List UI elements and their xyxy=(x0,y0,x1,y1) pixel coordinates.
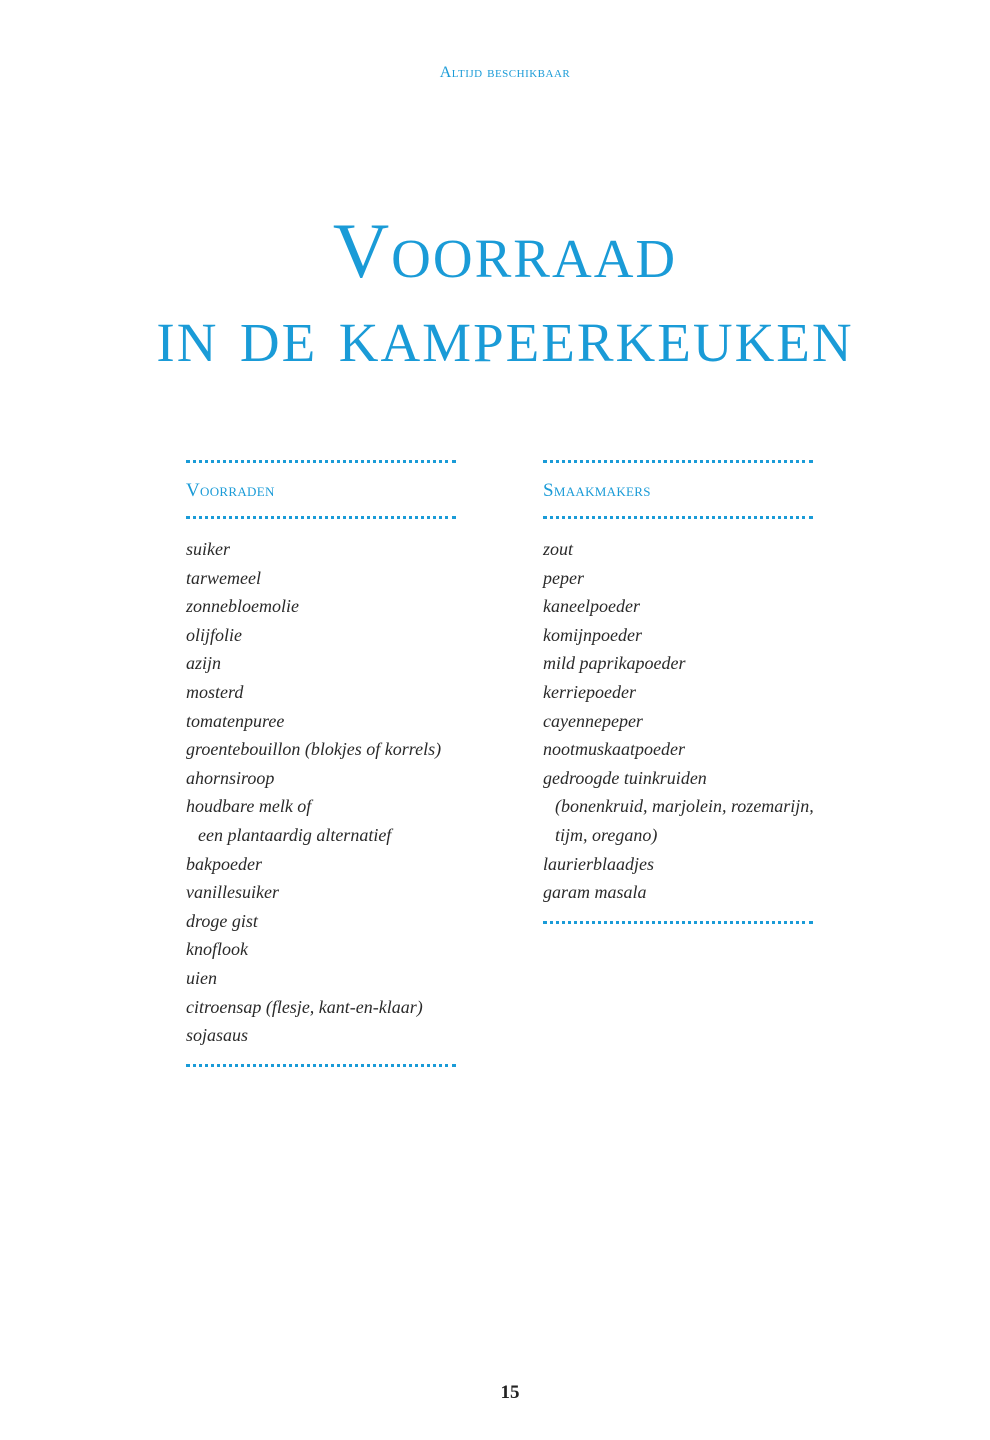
list-item: suiker xyxy=(186,539,230,559)
list-item-continuation: een plantaardig alternatief xyxy=(198,824,392,845)
page-title-line-2: in de kampeerkeuken xyxy=(156,291,854,378)
list-item: peper xyxy=(543,567,584,588)
list-item: laurierblaadjes xyxy=(543,853,654,874)
list-item: knoflook xyxy=(186,939,248,960)
list-item: citroensap (flesje, kant-en-klaar) xyxy=(186,996,423,1017)
list-item: droge gist xyxy=(186,910,258,931)
list-item: groentebouillon (blokjes of korrels) xyxy=(186,739,442,760)
dotted-rule-top xyxy=(186,460,456,463)
list-item: tomatenpuree xyxy=(186,710,285,731)
list-item: nootmuskaatpoeder xyxy=(543,739,685,760)
item-list xyxy=(186,535,456,1050)
list-item: azijn xyxy=(186,653,222,674)
dotted-rule-bottom xyxy=(543,921,813,924)
list-item: vanillesuiker xyxy=(186,882,279,903)
list-item-continuation: (bonenkruid, marjolein, rozemarijn, xyxy=(555,796,814,817)
list-item: houdbare melk of xyxy=(186,796,312,817)
voorraden-column xyxy=(186,460,456,1067)
smaakmakers-column xyxy=(543,460,813,924)
list-item: sojasaus xyxy=(186,1025,249,1046)
list-item: ahornsiroop xyxy=(186,767,275,788)
list-item: mild paprikapoeder xyxy=(543,653,686,674)
dotted-rule-under-heading xyxy=(186,516,456,519)
list-item: garam masala xyxy=(543,882,647,903)
list-item: uien xyxy=(186,967,217,988)
column-heading: Smaakmakers xyxy=(543,480,651,501)
list-item: zonnebloemolie xyxy=(186,596,299,617)
list-item: olijfolie xyxy=(186,624,242,645)
page-number: 15 xyxy=(500,1382,520,1403)
list-item: kerriepoeder xyxy=(543,681,636,702)
list-item-continuation: tijm, oregano) xyxy=(555,824,658,845)
list-item: zout xyxy=(543,539,574,559)
list-item: gedroogde tuinkruiden xyxy=(543,767,707,788)
list-item: kaneelpoeder xyxy=(543,596,640,617)
column-heading: Voorraden xyxy=(186,480,275,501)
list-item: komijnpoeder xyxy=(543,624,642,645)
dotted-rule-top xyxy=(543,460,813,463)
list-item: tarwemeel xyxy=(186,567,261,588)
dotted-rule-bottom xyxy=(186,1064,456,1067)
dotted-rule-under-heading xyxy=(543,516,813,519)
item-list xyxy=(543,535,813,907)
list-item: bakpoeder xyxy=(186,853,262,874)
list-item: cayennepeper xyxy=(543,710,643,731)
list-item: mosterd xyxy=(186,681,244,702)
running-head: Altijd beschikbaar xyxy=(439,64,571,81)
page-title-line-1: Voorraad xyxy=(332,207,678,294)
